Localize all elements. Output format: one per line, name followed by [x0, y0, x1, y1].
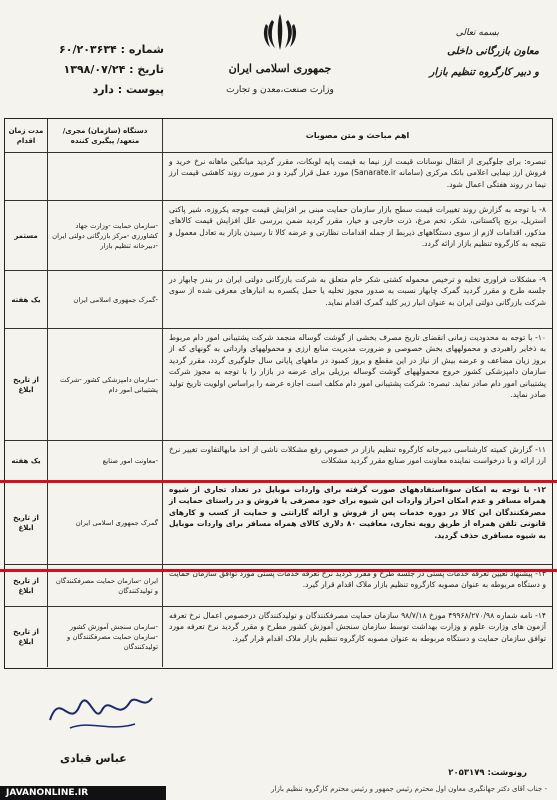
table-row [5, 607, 552, 667]
letterhead-right [419, 28, 539, 78]
signer-name: عباس قبادی [60, 752, 127, 765]
row-main: ۱۲- با توجه به امکان سوءاستفادههای صورت گرفته برای واردات موبایل در تعداد تجاری از شیوه همراه مسافر و عدم امکان احراز واردات این شیوه برای خود مصرفی یا فروش و در راستای حمایت از مصرفکنندگان این کالا در دوره خدمات پس از فروش و ارائه گارانتی و حمایت از کسب و کارهای قانونی تلفن همراه از طریق رویه تجاری، معافیت ۸۰ دلاری کالای همراه مسافر برای واردات موبایل به شیوه مسافری حذف گردید. [162, 481, 552, 564]
row-time: از تاریخ ابلاغ [13, 513, 39, 532]
row-org: ایران -سازمان حمایت مصرفکنندگان و تولیدکنندگان [47, 565, 162, 606]
row-org: -سازمان سنجش آموزش کشور -سازمان حمایت مصرفکنندگان و تولیدکنندگان [47, 607, 162, 667]
row-main: تبصره: برای جلوگیری از انتقال نوسانات قیمت ارز نیما به قیمت پایه لوبکات، مقرر گردید میانگین ماهانه نرخ خرید و فروش ارز نیمایی اعلامی بانک مرکزی (سامانه Sanarate.ir) مورد عمل قرار گیرد و در صورت روند کاهشی قیمت ارز نیما در روند هفتگی اعمال شود. [162, 153, 552, 200]
resolutions-table [4, 118, 553, 669]
letterhead-center [220, 10, 340, 95]
table-row [5, 329, 552, 441]
table-row [5, 153, 552, 201]
table-header-row [5, 119, 552, 153]
row-org: -سازمان دامپزشکی کشور -شرکت پشتیبانی امور دام [47, 329, 162, 440]
watermark: JAVANONLINE.IR [0, 786, 166, 800]
table-row [5, 201, 552, 271]
table-row [5, 441, 552, 481]
invocation: بسمه تعالی [455, 28, 499, 38]
table-row-highlighted [5, 481, 552, 565]
row-org: گمرک جمهوری اسلامی ایران [47, 481, 162, 564]
row-time: از تاریخ ابلاغ [13, 375, 39, 394]
row-org [47, 153, 162, 200]
row-time: از تاریخ ابلاغ [13, 576, 39, 595]
row-time: یک هفته [11, 456, 41, 465]
row-org: -سازمان حمایت -وزارت جهاد کشاورزی -مرکز بازرگانی دولتی ایران -دبیرخانه تنظیم بازار [47, 201, 162, 270]
table-row [5, 565, 552, 607]
row-main: ۱۱- گزارش کمیته کارشناسی دبیرخانه کارگروه تنظیم بازار در خصوص رفع مشکلات ناشی از اخذ مابهالتفاوت تغییر نرخ ارز ارائه و با درخواست نماینده معاونت امور صنایع مقرر گردید مشکلات [162, 441, 552, 480]
row-time: از تاریخ ابلاغ [13, 628, 39, 646]
row-main: ۱۴- نامه شماره ۴۹۹۶۸/۲۷۰/۹۸ مورخ ۹۸/۷/۱۸ سازمان حمایت مصرفکنندگان و تولیدکنندگان درخصوص اعمال نرخ تعرفه آزمون های وزارت علوم و وزارت بهداشت توسط سازمان سنجش آموزش کشور مطرح و مقرر گردید نرخ تعرفه مورد توافق سازمان حمایت و دستگاه مربوطه به عنوان مصوبه کارگروه تنظیم بازار ملاک اقدام قرار گیرد. [162, 607, 552, 667]
header-main: اهم مباحث و متن مصوبات [162, 119, 552, 152]
row-main: ۱۳- پیشنهاد تعیین تعرفه خدمات پستی در جلسه طرح و مقرر گردید نرخ تعرفه خدمات پستی مورد توافق سازمان حمایت و دستگاه مربوطه به عنوان مصوبه کارگروه تنظیم بازار ملاک اقدام قرار گیرد. [162, 565, 552, 606]
deputy-title: معاون بازرگانی داخلی [447, 46, 539, 57]
secretary-title: و دبیر کارگروه تنظیم بازار [429, 67, 539, 78]
copy-label: رونوشت: ۲۰۵۳۱۷۹ [448, 768, 527, 778]
header-time: مدت زمان اقدام [8, 126, 44, 145]
row-org: -گمرک جمهوری اسلامی ایران [47, 271, 162, 328]
copy-recipient: - جناب آقای دکتر جهانگیری معاون اول محترم رئیس جمهور و رئیس محترم کارگروه تنظیم بازار [271, 785, 547, 793]
header-org: دستگاه (سازمان) مجری/ متعهد/ پیگیری کننده [47, 119, 162, 152]
row-time: مستمر [14, 231, 38, 240]
emblem-icon [260, 10, 300, 54]
row-main: ۸- با توجه به گزارش روند تغییرات قیمت سطح بازار سازمان حمایت مبنی بر افزایش قیمت جوجه یکروزه، شیر پاکتی استریل، برنج پاکستانی، شکر، تخم مرغ، ذرت خارجی و خیار، مقرر گردید ضمن بررسی علل افزایش قیمت کالاهای مذکور، اقدامات لازم از سوی دستگاههای ذیربط از جمله اقدامات نظارتی و عرضه کالا تا رسیدن بازار به تعادل معمول و نتیجه به کارگروه تنظیم بازار ارائه گردد. [162, 201, 552, 270]
signature-icon [40, 680, 160, 740]
row-main: ۱۰- با توجه به محدودیت زمانی انقضای تاریخ مصرف بخشی از گوشت گوساله منجمد شرکت پشتیبانی امور دام مربوط به ذخایر راهبردی و محمولههای بخش خصوصی و ضرورت مدیریت منابع ارزی و محمولههای وارداتی به گونهای که از بروز زیان مضاعف و عرضه بیش از نیاز در این مقطع و بروز کمبود در ماههای پایانی سال جلوگیری گردد، مقرر گردید سازمان دامپزشکی کشور خروج محمولههای گوشت گوساله برزیلی برای عرضه در بازار را با توجه به مجوز شرکت پشتیبانی امور دام صادر نماید. تبصره: شرکت پشتیبانی امور دام مکلف است اجازه عرضه را براساس اولویت تاریخ تولید صادر نماید. [162, 329, 552, 440]
table-row [5, 271, 552, 329]
row-time: یک هفته [11, 295, 41, 304]
letter-meta [14, 40, 164, 100]
row-main: ۹- مشکلات فراوری تخلیه و ترخیص محموله کشتی شکر خام متعلق به شرکت بازرگانی دولتی ایران در بندر چابهار در جلسه طرح و مقرر گردید گمرک چابهار نسبت به صدور مجوز تخلیه یا حمل یکسره به انبارهای معرفی شده از سوی شرکت بازرگانی دولتی ایران به عنوان انبار زیر کلید گمرک اقدام نماید. [162, 271, 552, 328]
row-org: -معاونت امور صنایع [47, 441, 162, 480]
republic-title: جمهوری اسلامی ایران [228, 62, 332, 75]
letter-date: تاریخ : ۱۳۹۸/۰۷/۲۴ [63, 63, 164, 76]
ministry-title: وزارت صنعت،معدن و تجارت [226, 85, 334, 95]
row-time [5, 153, 47, 200]
letter-attachment: پیوست : دارد [92, 83, 164, 96]
letter-number: شماره : ۶۰/۲۰۳۶۳۴ [59, 43, 164, 56]
